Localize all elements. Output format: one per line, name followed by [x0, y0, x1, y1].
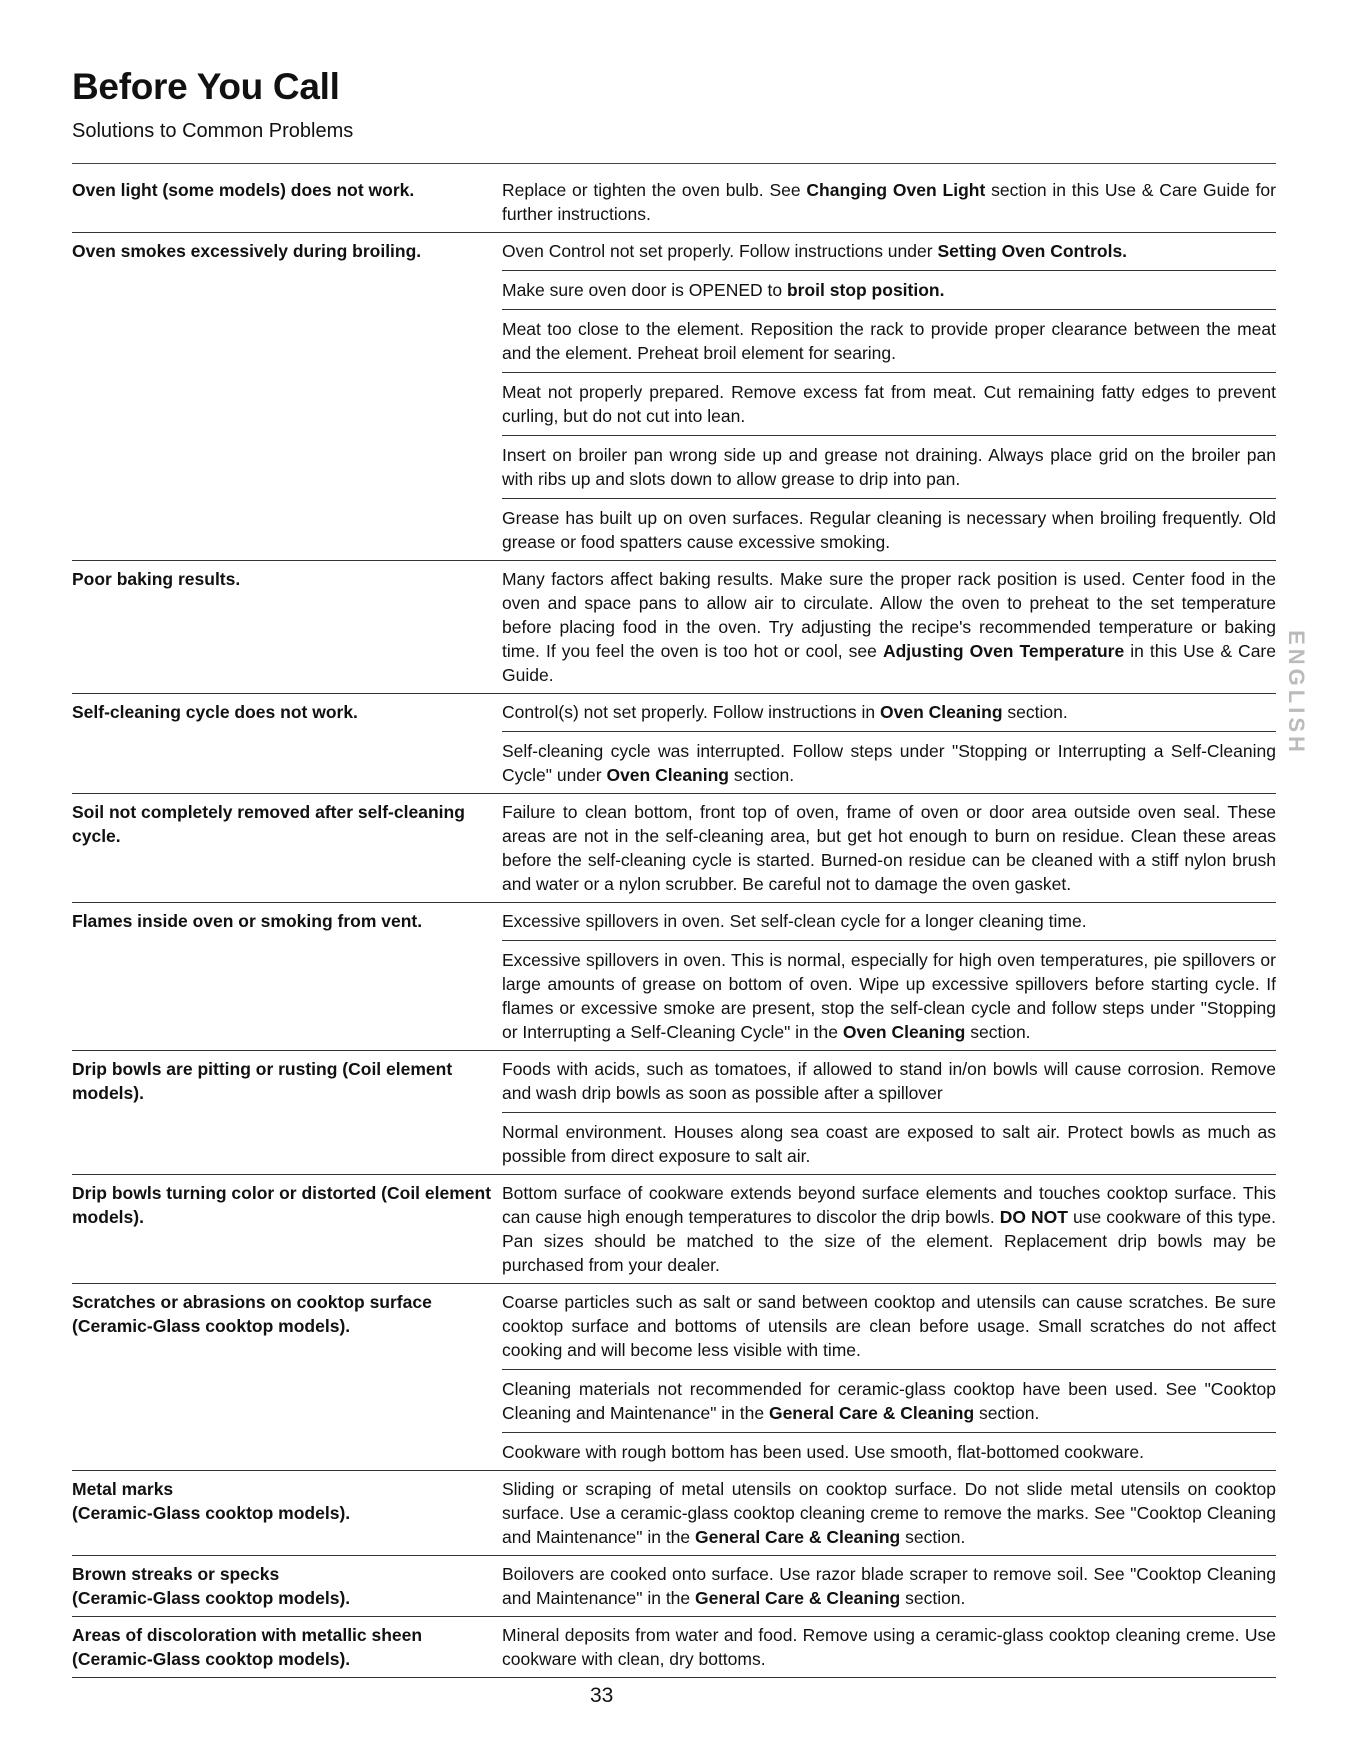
problem-label: Drip bowls turning color or distorted (Coil element models). [72, 1183, 492, 1227]
problem-label: Drip bowls are pitting or rusting (Coil element models). [72, 1059, 453, 1103]
problem-label: Soil not completely removed after self-cleaning cycle. [72, 802, 465, 846]
solution-text: Excessive spillovers in oven. Set self-clean cycle for a longer cleaning time. [502, 911, 1087, 931]
solution-text: Foods with acids, such as tomatoes, if allowed to stand in/on bowls will cause corrosion. Remove and wash drip bowls as soon as possible after a spillover [502, 1059, 1276, 1103]
problem-label: Scratches or abrasions on cooktop surface (Ceramic-Glass cooktop models). [72, 1292, 432, 1336]
table-row [72, 800, 1276, 903]
solution-text: Mineral deposits from water and food. Remove using a ceramic-glass cooktop cleaning creme. Use cookware with clean, dry bottoms. [502, 1625, 1276, 1669]
table-row [72, 1623, 1276, 1678]
table-row [72, 700, 1276, 794]
solution-text: Bottom surface of cookware extends beyond surface elements and touches cooktop surface. This can cause high enough temperatures to discolor the drip bowls. DO NOT use cookware of this type. Pan sizes should be matched to the size of the element. Replacement drip bowls may be purchased from your dealer. [502, 1183, 1276, 1275]
solution-text: Meat not properly prepared. Remove excess fat from meat. Cut remaining fatty edges to prevent curling, but do not cut into lean. [502, 372, 1276, 428]
solution-text: Cleaning materials not recommended for ceramic-glass cooktop have been used. See "Cooktop Cleaning and Maintenance" in the General Care & Cleaning section. [502, 1369, 1276, 1425]
solutions [502, 1057, 1276, 1168]
solution-text: Oven Control not set properly. Follow instructions under Setting Oven Controls. [502, 241, 1128, 261]
header-divider [72, 163, 1276, 164]
solutions [502, 909, 1276, 1044]
table-row [72, 1477, 1276, 1556]
solutions [502, 178, 1276, 226]
table-row [72, 178, 1276, 233]
language-side-tab [1282, 618, 1310, 768]
solution-text: Normal environment. Houses along sea coast are exposed to salt air. Protect bowls as much as possible from direct exposure to salt air. [502, 1112, 1276, 1168]
solution-text: Sliding or scraping of metal utensils on cooktop surface. Do not slide metal utensils on cooktop surface. Use a ceramic-glass cooktop cleaning creme to remove the marks. See "Cooktop Cleaning and Maintenance" in the General Care & Cleaning section. [502, 1479, 1276, 1547]
solution-text: Self-cleaning cycle was interrupted. Follow steps under "Stopping or Interrupting a Self-Cleaning Cycle" under Oven Cleaning section. [502, 731, 1276, 787]
problem-label: Flames inside oven or smoking from vent. [72, 911, 423, 931]
problem-label: Brown streaks or specks (Ceramic-Glass cooktop models). [72, 1564, 351, 1608]
solutions [502, 1477, 1276, 1549]
table-row [72, 1057, 1276, 1175]
side-tab-label: ENGLISH [1284, 630, 1309, 756]
solution-text: Boilovers are cooked onto surface. Use razor blade scraper to remove soil. See "Cooktop Cleaning and Maintenance" in the General Care & Cleaning section. [502, 1564, 1276, 1608]
solution-text: Replace or tighten the oven bulb. See Changing Oven Light section in this Use & Care Guide for further instructions. [502, 180, 1276, 224]
solution-text: Excessive spillovers in oven. This is normal, especially for high oven temperatures, pie spillovers or large amounts of grease on bottom of oven. Wipe up excessive spillovers before starting cycle. If flames or excessive smoke are present, stop the self-clean cycle and follow steps under "Stopping or Interrupting a Self-Cleaning Cycle" in the Oven Cleaning section. [502, 940, 1276, 1044]
solutions [502, 1562, 1276, 1610]
solution-text: Control(s) not set properly. Follow instructions in Oven Cleaning section. [502, 702, 1068, 722]
solutions [502, 567, 1276, 687]
problem-label: Poor baking results. [72, 569, 241, 589]
table-row [72, 239, 1276, 561]
solution-text: Failure to clean bottom, front top of oven, frame of oven or door area outside oven seal. These areas are not in the self-cleaning area, but get hot enough to burn on residue. Clean these areas before the self-cleaning cycle is started. Burned-on residue can be cleaned with a stiff nylon brush and water or a nylon scrubber. Be careful not to damage the oven gasket. [502, 802, 1276, 894]
problem-label: Oven light (some models) does not work. [72, 180, 415, 200]
solutions [502, 1181, 1276, 1277]
table-row [72, 1290, 1276, 1471]
solutions [502, 700, 1276, 787]
table-row [72, 1562, 1276, 1617]
solution-text: Cookware with rough bottom has been used. Use smooth, flat-bottomed cookware. [502, 1432, 1276, 1464]
solutions [502, 800, 1276, 896]
solutions [502, 239, 1276, 554]
page-subtitle: Solutions to Common Problems [72, 120, 354, 142]
problem-label: Metal marks (Ceramic-Glass cooktop models). [72, 1479, 351, 1523]
solutions [502, 1290, 1276, 1464]
solution-text: Many factors affect baking results. Make sure the proper rack position is used. Center food in the oven and space pans to allow air to circulate. Allow the oven to preheat to the set temperature before placing food in the oven. Try adjusting the recipe's recommended temperature or baking time. If you feel the oven is too hot or cool, see Adjusting Oven Temperature in this Use & Care Guide. [502, 569, 1276, 685]
solution-text: Insert on broiler pan wrong side up and grease not draining. Always place grid on the broiler pan with ribs up and slots down to allow grease to drip into pan. [502, 435, 1276, 491]
solution-text: Grease has built up on oven surfaces. Regular cleaning is necessary when broiling frequently. Old grease or food spatters cause excessive smoking. [502, 498, 1276, 554]
problem-label: Self-cleaning cycle does not work. [72, 702, 358, 722]
solution-text: Coarse particles such as salt or sand between cooktop and utensils can cause scratches. Be sure cooktop surface and bottoms of utensils are clean before usage. Small scratches do not affect cooking and will become less visible with time. [502, 1292, 1276, 1360]
page-title: Before You Call [72, 66, 340, 107]
table-row [72, 567, 1276, 694]
page-number: 33 [590, 1684, 614, 1707]
solutions [502, 1623, 1276, 1671]
solution-text: Meat too close to the element. Reposition the rack to provide proper clearance between the meat and the element. Preheat broil element for searing. [502, 309, 1276, 365]
table-row [72, 1181, 1276, 1284]
problem-label: Oven smokes excessively during broiling. [72, 241, 422, 261]
troubleshooting-table [72, 178, 1276, 1684]
problem-label: Areas of discoloration with metallic sheen (Ceramic-Glass cooktop models). [72, 1625, 423, 1669]
solution-text: Make sure oven door is OPENED to broil stop position. [502, 270, 1276, 302]
table-row [72, 909, 1276, 1051]
